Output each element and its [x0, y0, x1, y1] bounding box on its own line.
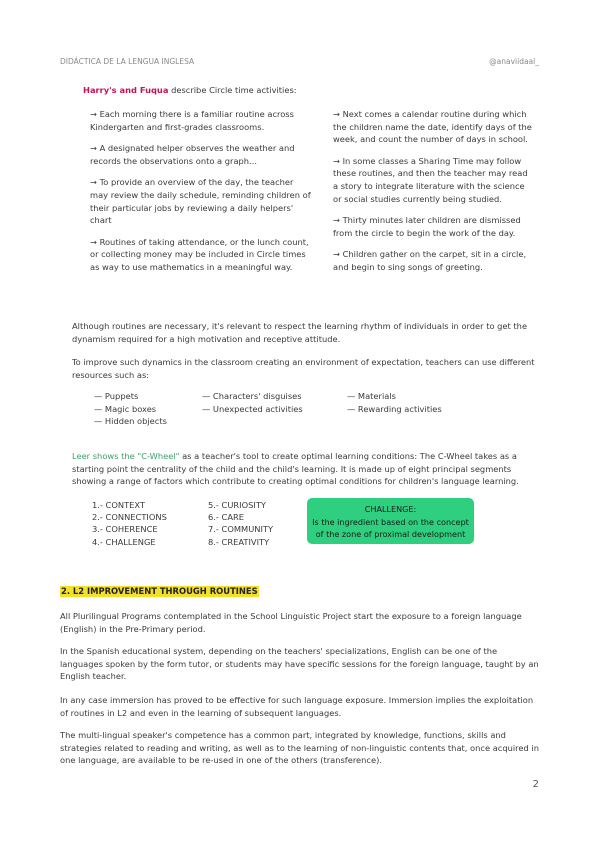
list-item: 7.- COMMUNITY: [208, 524, 274, 535]
cwheel-list-column-2: [208, 499, 273, 548]
list-item: → Children gather on the carpet, sit in a circle, and begin to sing songs of greeting.: [333, 249, 527, 272]
section-paragraph: The multi-lingual speaker's competence has a common part, integrated by knowledge, functions, skills and strategies related to reading and writing, as well as to the learning of non-linguistic contents that, once acquired in one language, are available to be re-used in one of the others (transference).: [60, 730, 539, 766]
list-item: 2.- CONNECTIONS: [92, 512, 167, 523]
intro-text: describe Circle time activities:: [168, 85, 297, 95]
list-item: → Thirty minutes later children are dismissed from the circle to begin the work of the day.: [333, 215, 521, 238]
challenge-line: of the zone of proximal development: [315, 529, 466, 540]
page-number: 2: [532, 779, 539, 790]
resource-item: — Hidden objects: [94, 416, 167, 427]
resources-column-3: [347, 390, 442, 415]
list-item: → A designated helper observes the weather and records the observations onto a graph...: [90, 143, 295, 166]
challenge-line: Is the ingredient based on the concept: [312, 516, 469, 527]
list-item: 4.- CHALLENGE: [92, 536, 156, 547]
cwheel-text: as a teacher's tool to create optimal learning conditions: The C-Wheel takes as a starting point the centrality of the child and the child's learning. It is made up of eight principal segments showing a range of factors which contribute to creating optimal conditions for children's language learning.: [72, 451, 519, 487]
list-item: 3.- COHERENCE: [92, 524, 158, 535]
challenge-box: [307, 498, 474, 544]
section-paragraph: In the Spanish educational system, depending on the teachers' specializations, English can be one of the languages spoken by the form tutor, or students may have specific sessions for the foreign language, taught by an English teacher.: [60, 646, 539, 682]
list-item: → To provide an overview of the day, the teacher may review the daily schedule, reminding children of their particular jobs by reviewing a daily helpers' chart: [90, 177, 311, 226]
resource-item: — Magic boxes: [94, 403, 157, 414]
intro-line: [83, 84, 297, 97]
challenge-title: CHALLENGE:: [364, 504, 417, 514]
list-item: 5.- CURIOSITY: [208, 500, 267, 510]
left-column: [90, 108, 312, 283]
header-course-title: DIDÁCTICA DE LA LENGUA INGLESA: [60, 57, 195, 66]
resource-item: — Characters' disguises: [202, 391, 302, 401]
resource-item: — Materials: [347, 391, 396, 401]
list-item: → In some classes a Sharing Time may follow these routines, and then the teacher may read a story to integrate literature with the science or social studies currently being studied.: [333, 155, 528, 204]
section-paragraph: In any case immersion has proved to be effective for such language exposure. Immersion implies the exploitation of routines in L2 and even in the learning of subsequent languages.: [60, 695, 534, 718]
list-item: → Each morning there is a familiar routine across Kindergarten and first-grades classrooms.: [90, 109, 294, 132]
list-item: 8.- CREATIVITY: [208, 536, 270, 547]
header-author-handle: @anaviidaal_: [489, 57, 539, 66]
list-item: → Routines of taking attendance, or the lunch count, or collecting money may be included in Circle times as way to use mathematics in a meaningful way.: [90, 236, 309, 272]
resources-column-2: [202, 390, 303, 415]
paragraph-cwheel: [72, 450, 542, 488]
intro-authors: Harry's and Fuqua: [83, 85, 169, 95]
resource-item: — Puppets: [94, 391, 139, 401]
section-paragraph: All Plurilingual Programs contemplated in the School Linguistic Project start the exposure to a foreign language (English) in the Pre-Primary period.: [60, 611, 522, 634]
resource-item: — Rewarding activities: [347, 403, 442, 414]
cwheel-list-column-1: [92, 499, 167, 548]
paragraph-routines: Although routines are necessary, it's relevant to respect the learning rhythm of individuals in order to get the dynamism required for a high motivation and receptive attitude.: [72, 321, 528, 344]
right-column: [333, 108, 533, 283]
paragraph-resources-intro: To improve such dynamics in the classroom creating an environment of expectation, teachers can use different resources such as:: [72, 357, 535, 380]
section-heading: 2. L2 IMPROVEMENT THROUGH ROUTINES: [61, 586, 258, 596]
resource-item: — Unexpected activities: [202, 403, 303, 414]
list-item: 1.- CONTEXT: [92, 500, 145, 510]
cwheel-lead: Leer shows the "C-Wheel": [72, 451, 180, 461]
list-item: 6.- CARE: [208, 512, 245, 523]
resources-column-1: [94, 390, 167, 428]
list-item: → Next comes a calendar routine during which the children name the date, identify days of the week, and count the number of days in school.: [333, 109, 532, 145]
